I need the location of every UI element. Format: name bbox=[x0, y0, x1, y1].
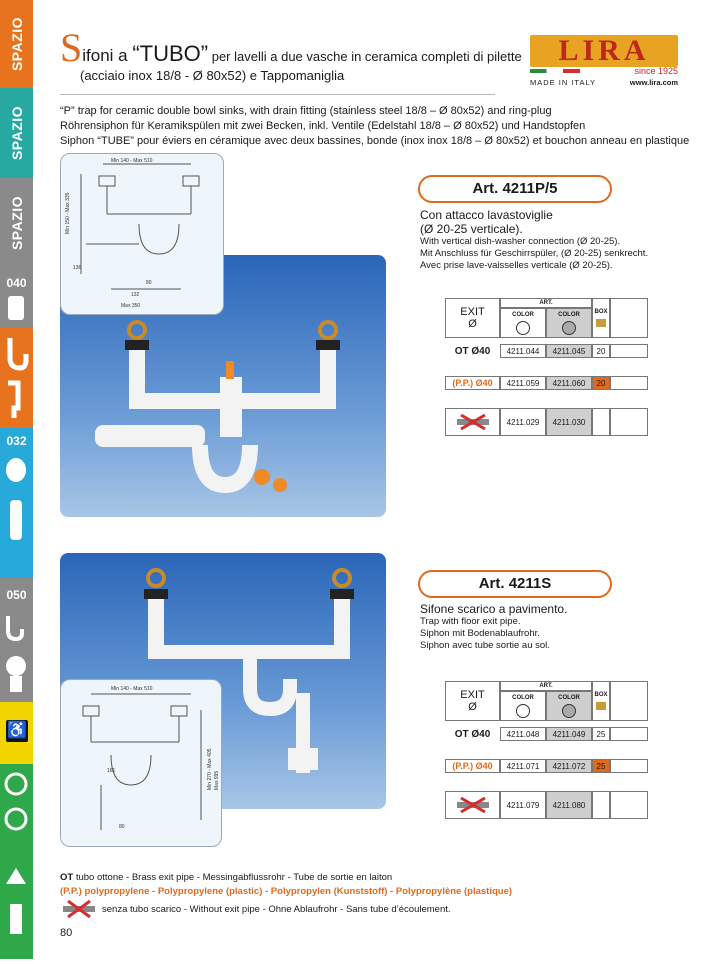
drawing-dim4: 80 bbox=[146, 280, 152, 286]
drawing-dim5: 132 bbox=[131, 292, 140, 298]
drawing-dim6: Max 350 bbox=[121, 303, 141, 309]
wheelchair-icon: ♿ bbox=[6, 720, 28, 742]
sidebar bbox=[0, 0, 33, 959]
drawing-dim3: Max 995 bbox=[214, 770, 220, 790]
empty-cell bbox=[610, 408, 648, 436]
logo-url: www.lira.com bbox=[629, 78, 678, 87]
footer-no-pipe-text: senza tubo scarico - Without exit pipe - Ohne Ablaufrohr - Sans tube d’écoulement. bbox=[102, 903, 451, 915]
title-divider bbox=[60, 94, 495, 95]
logo-made-in-italy: MADE IN ITALY bbox=[530, 78, 597, 87]
exit-phi: Ø bbox=[468, 318, 477, 330]
drawing-dim1: Min 140 - Max 510 bbox=[111, 686, 153, 692]
row-code-white: 4211.071 bbox=[500, 759, 546, 773]
drawing-dim3: 136 bbox=[73, 265, 82, 271]
desc-de: Mit Anschluss für Geschirrspüler, (Ø 20-25) senkrecht. bbox=[420, 248, 649, 259]
siphon-icon bbox=[0, 328, 33, 428]
intro-fr: Siphon “TUBE” pour éviers en céramique avec deux bassines, bonde (inox inox 18/8 – Ø 80x52) et bouchon anneau en plastique bbox=[60, 135, 690, 147]
sidebar-tab-drains[interactable] bbox=[0, 764, 33, 959]
sidebar-tab-label: SPAZIO bbox=[8, 16, 25, 72]
exit-label: EXIT bbox=[460, 689, 485, 701]
row-box: 25 bbox=[592, 759, 610, 773]
row-code-grey: 4211.080 bbox=[546, 791, 592, 819]
logo-wordmark: LIRA bbox=[530, 35, 678, 67]
sidebar-num-032: 032 bbox=[6, 434, 27, 448]
color-label: COLOR bbox=[512, 311, 534, 318]
color-label: COLOR bbox=[558, 694, 580, 701]
no-pipe-cell bbox=[445, 791, 500, 819]
drain-icon bbox=[0, 764, 33, 959]
technical-drawing-4211p5 bbox=[60, 153, 224, 315]
desc-fr: Avec prise lave-vaisselles verticale (Ø 20-25). bbox=[420, 260, 613, 271]
row-label-pp: (P.P.) Ø40 bbox=[445, 759, 500, 773]
dimension-drawing bbox=[61, 154, 223, 314]
drawing-dim4: 161 bbox=[107, 768, 116, 774]
sidebar-num-050: 050 bbox=[6, 588, 27, 602]
sidebar-tab-spazio-2[interactable] bbox=[0, 88, 33, 178]
drawing-dim2: Min 270 - Max 405 bbox=[207, 748, 213, 790]
row-box bbox=[592, 408, 610, 436]
desc-it: Con attacco lavastoviglie bbox=[420, 208, 553, 222]
footer-ot-bold: OT bbox=[60, 872, 74, 883]
desc-it: Sifone scarico a pavimento. bbox=[420, 602, 568, 616]
row-box: 25 bbox=[592, 727, 610, 741]
empty-cell bbox=[610, 298, 648, 338]
intro-text bbox=[60, 104, 689, 149]
desc-en: With vertical dish-washer connection (Ø 20-25). bbox=[420, 236, 621, 247]
grey-swatch-icon bbox=[562, 704, 576, 718]
logo-since: since 1925 bbox=[634, 66, 678, 76]
dimension-drawing bbox=[61, 680, 221, 846]
sidebar-tab-label: SPAZIO bbox=[8, 195, 25, 251]
row-code-grey: 4211.060 bbox=[546, 376, 592, 390]
exit-label: EXIT bbox=[460, 306, 485, 318]
row-label-pp: (P.P.) Ø40 bbox=[445, 376, 500, 390]
article-badge-4211p5: Art. 4211P/5 bbox=[418, 175, 612, 203]
white-swatch-icon bbox=[516, 704, 530, 718]
white-swatch-icon bbox=[516, 321, 530, 335]
row-box: 20 bbox=[592, 376, 610, 390]
color-grey-header bbox=[546, 691, 592, 721]
desc-fr: Siphon avec tube sortie au sol. bbox=[420, 640, 550, 651]
no-pipe-icon bbox=[60, 900, 98, 918]
row-box: 20 bbox=[592, 344, 610, 358]
empty-cell bbox=[610, 791, 648, 819]
sidebar-tab-040[interactable] bbox=[0, 268, 33, 328]
no-pipe-icon bbox=[453, 797, 493, 813]
title-tail: per lavelli a due vasche in ceramica completi di pilette bbox=[208, 49, 522, 64]
empty-cell bbox=[610, 376, 648, 390]
page-title bbox=[60, 25, 522, 83]
technical-drawing-4211s bbox=[60, 679, 222, 847]
intro-de: Röhrensiphon für Keramikspülen mit zwei Becken, inkl. Ventile (Edelstahl 18/8 – Ø 80x52) und Handstopfen bbox=[60, 120, 586, 132]
footer-no-pipe bbox=[60, 900, 451, 918]
intro-en: “P” trap for ceramic double bowl sinks, with drain fitting (stainless steel 18/8 – Ø 80x52) and ring-plug bbox=[60, 105, 552, 117]
title-quote: “TUBO” bbox=[132, 41, 209, 66]
row-code-grey: 4211.072 bbox=[546, 759, 592, 773]
sidebar-tab-050[interactable] bbox=[0, 578, 33, 702]
grey-swatch-icon bbox=[562, 321, 576, 335]
washbasin-icon bbox=[0, 450, 33, 580]
color-grey-header bbox=[546, 308, 592, 338]
footer-ot bbox=[60, 872, 392, 883]
sidebar-tab-traps[interactable] bbox=[0, 328, 33, 428]
exit-phi: Ø bbox=[468, 701, 477, 713]
table-header-exit bbox=[445, 681, 500, 721]
sidebar-num-040: 040 bbox=[6, 276, 27, 290]
table-header-box bbox=[592, 681, 610, 721]
empty-cell bbox=[610, 759, 648, 773]
description-4211p5 bbox=[420, 208, 648, 272]
desc-de: Siphon mit Bodenablaufrohr. bbox=[420, 628, 540, 639]
row-code-white: 4211.029 bbox=[500, 408, 546, 436]
box-label: BOX bbox=[594, 309, 608, 315]
sidebar-tab-spazio-3[interactable] bbox=[0, 178, 33, 268]
table-header-exit bbox=[445, 298, 500, 338]
table-header-art: ART. bbox=[500, 681, 592, 691]
italian-flag-stripe bbox=[530, 69, 580, 73]
cabinet-icon bbox=[8, 296, 24, 320]
box-label: BOX bbox=[594, 692, 608, 698]
article-table-4211s bbox=[445, 681, 648, 821]
desc-it2: (Ø 20-25 verticale). bbox=[420, 222, 523, 236]
title-line2: (acciaio inox 18/8 - Ø 80x52) e Tappomaniglia bbox=[80, 68, 345, 83]
row-label-ot: OT Ø40 bbox=[454, 345, 491, 357]
empty-cell bbox=[610, 681, 648, 721]
color-white-header bbox=[500, 308, 546, 338]
row-code-grey: 4211.030 bbox=[546, 408, 592, 436]
no-pipe-icon bbox=[453, 414, 493, 430]
article-table-4211p5 bbox=[445, 298, 648, 438]
box-icon bbox=[596, 702, 606, 710]
title-initial: S bbox=[60, 25, 83, 70]
color-white-header bbox=[500, 691, 546, 721]
empty-cell bbox=[610, 727, 648, 741]
table-header-box bbox=[592, 298, 610, 338]
row-label-ot: OT Ø40 bbox=[454, 728, 491, 740]
row-box bbox=[592, 791, 610, 819]
drawing-dim2: Min 150 - Max 335 bbox=[65, 192, 71, 234]
drawing-dim1: Min 140 - Max 510 bbox=[111, 158, 153, 164]
row-code-white: 4211.079 bbox=[500, 791, 546, 819]
sidebar-tab-label: SPAZIO bbox=[8, 105, 25, 161]
color-label: COLOR bbox=[512, 694, 534, 701]
footer-ot-text: tubo ottone - Brass exit pipe - Messingabflussrohr - Tube de sortie en laiton bbox=[73, 872, 393, 883]
row-code-grey: 4211.045 bbox=[546, 344, 592, 358]
sidebar-tab-spazio-1[interactable] bbox=[0, 0, 33, 88]
lira-logo bbox=[530, 35, 680, 90]
color-label: COLOR bbox=[558, 311, 580, 318]
empty-cell bbox=[610, 344, 648, 358]
description-4211s bbox=[420, 602, 567, 652]
no-pipe-cell bbox=[445, 408, 500, 436]
row-code-grey: 4211.049 bbox=[546, 727, 592, 741]
row-code-white: 4211.059 bbox=[500, 376, 546, 390]
footer-pp: (P.P.) polypropylene - Polypropylene (plastic) - Polypropylen (Kunststoff) - Polypropylène (plastique) bbox=[60, 886, 513, 897]
sidebar-tab-032[interactable] bbox=[0, 428, 33, 578]
table-header-art: ART. bbox=[500, 298, 592, 308]
row-code-white: 4211.048 bbox=[500, 727, 546, 741]
title-text: ifoni a bbox=[82, 46, 133, 65]
sidebar-tab-accessibility[interactable] bbox=[0, 702, 33, 764]
page-number: 80 bbox=[60, 927, 73, 939]
drawing-dim5: 80 bbox=[119, 824, 125, 830]
article-badge-4211s: Art. 4211S bbox=[418, 570, 612, 598]
box-icon bbox=[596, 319, 606, 327]
row-code-white: 4211.044 bbox=[500, 344, 546, 358]
desc-en: Trap with floor exit pipe. bbox=[420, 616, 521, 627]
chef-icon bbox=[0, 606, 33, 706]
